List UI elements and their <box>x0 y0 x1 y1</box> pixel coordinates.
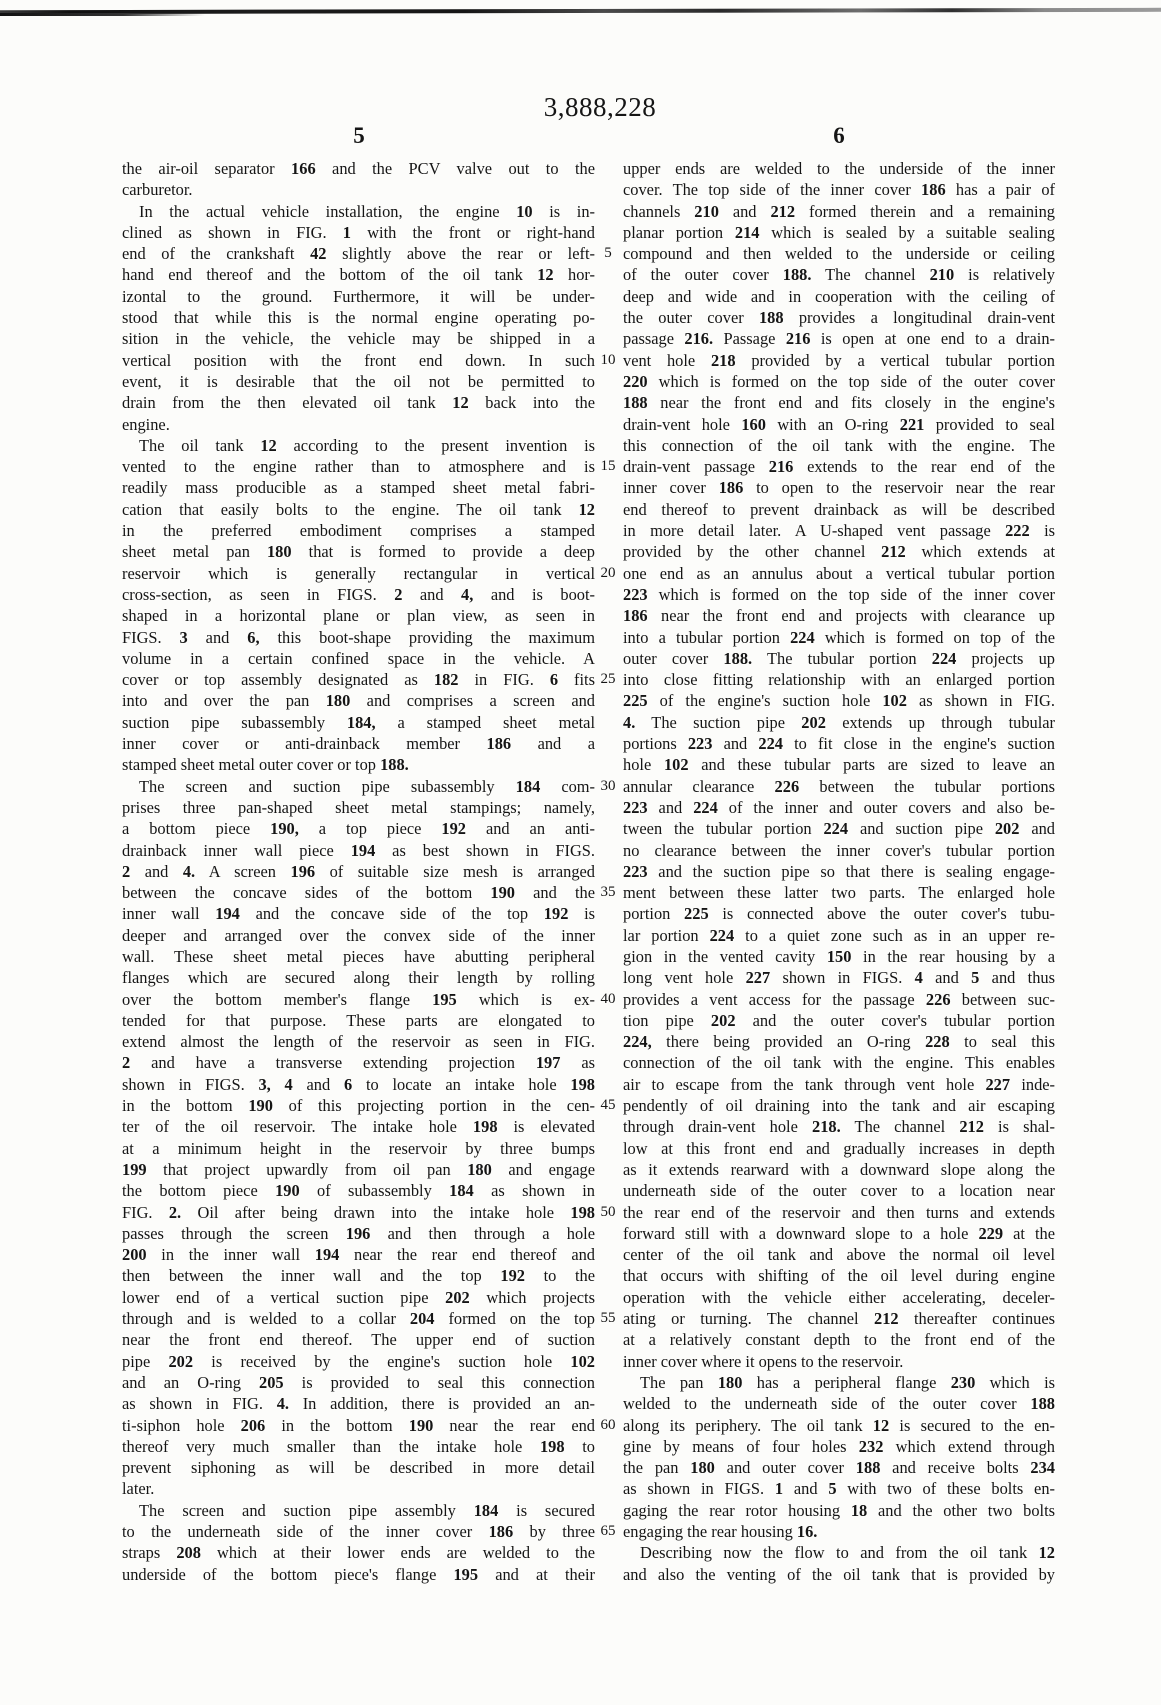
text-line: at a minimum height in the reservoir by three bumps <box>122 1138 595 1158</box>
text-line: 188 near the front end and fits closely in the engine's <box>623 393 1055 413</box>
text-line: extend almost the length of the reservoir as seen in FIG. <box>122 1032 595 1052</box>
text-line: gion in the vented cavity 150 in the rear housing by a <box>623 946 1056 966</box>
column-left-text <box>122 158 595 1585</box>
text-line: then between the inner wall and the top 192 to the <box>122 1266 595 1286</box>
line-number: 15 <box>600 458 616 475</box>
text-line: engine. <box>122 414 170 434</box>
text-line: inner cover where it opens to the reservoir. <box>623 1351 904 1371</box>
text-line: provided by the other channel 212 which extends at <box>623 542 1056 562</box>
text-line: drain-vent passage 216 extends to the rear end of the <box>623 457 1055 477</box>
text-line: into close fitting relationship with an enlarged portion <box>623 670 1055 690</box>
text-line: The pan 180 has a peripheral flange 230 which is <box>640 1372 1056 1392</box>
text-line: passage 216. Passage 216 is open at one end to a drain- <box>623 329 1055 349</box>
text-line: hand end thereof and the bottom of the oil tank 12 hor- <box>122 265 595 285</box>
text-line: into and over the pan 180 and comprises a screen and <box>122 691 595 711</box>
text-line: clined as shown in FIG. 1 with the front or right-hand <box>122 222 595 242</box>
column-number-left: 5 <box>353 123 365 148</box>
text-line: through and is welded to a collar 204 formed on the top <box>122 1309 595 1329</box>
text-line: lar portion 224 to a quiet zone such as in an upper re- <box>623 925 1055 945</box>
text-line: Describing now the flow to and from the oil tank 12 <box>640 1543 1055 1563</box>
line-number: 25 <box>600 671 616 688</box>
text-line: sition in the vehicle, the vehicle may be shipped in a <box>122 329 595 349</box>
text-line: underside of the bottom piece's flange 195 and at their <box>122 1564 595 1584</box>
text-line: reservoir which is generally rectangular in vertical <box>122 563 595 583</box>
text-line: one end as an annulus about a vertical tubular portion <box>623 563 1055 583</box>
text-line: The screen and suction pipe subassembly 184 com- <box>139 776 595 796</box>
text-line: tion pipe 202 and the outer cover's tubular portion <box>623 1010 1055 1030</box>
text-line: and also the venting of the oil tank that is provided by <box>623 1564 1055 1584</box>
text-line: cover. The top side of the inner cover 186 has a pair of <box>623 180 1055 200</box>
text-line: the air-oil separator 166 and the PCV valve out to the <box>122 159 595 178</box>
text-line: izontal to the ground. Furthermore, it will be under- <box>122 286 595 306</box>
text-line: ter of the oil reservoir. The intake hole 198 is elevated <box>122 1117 595 1137</box>
text-line: cover or top assembly designated as 182 in FIG. 6 fits <box>122 670 595 690</box>
text-line: of the outer cover 188. The channel 210 is relatively <box>623 265 1055 285</box>
text-line: the bottom piece 190 of subassembly 184 as shown in <box>122 1181 595 1201</box>
text-line: welded to the underneath side of the outer cover 188 <box>623 1394 1055 1414</box>
text-line: cation that easily bolts to the engine. The oil tank 12 <box>122 499 595 519</box>
text-line: along its periphery. The oil tank 12 is secured to the en- <box>623 1415 1055 1435</box>
text-line: connection of the oil tank with the engine. This enables <box>623 1053 1055 1073</box>
text-line: wall. These sheet metal pieces have abutting peripheral <box>122 946 595 966</box>
text-line: 2 and have a transverse extending projection 197 as <box>122 1053 595 1073</box>
text-line: over the bottom member's flange 195 which is ex- <box>122 989 595 1009</box>
text-line: lower end of a vertical suction pipe 202 which projects <box>122 1287 595 1307</box>
text-line: compound and then welded to the underside or ceiling <box>623 244 1055 264</box>
text-line: deeper and arranged over the convex side of the inner <box>122 925 595 945</box>
text-line: portions 223 and 224 to fit close in the engine's suction <box>623 734 1055 754</box>
line-number: 40 <box>600 990 616 1007</box>
text-line: drain-vent hole 160 with an O-ring 221 provided to seal <box>623 414 1055 434</box>
text-line: vertical position with the front end down. In such <box>122 350 595 370</box>
scan-artifact-line <box>0 7 1161 16</box>
text-line: shaped in a horizontal plane or plan view, as seen in <box>122 606 595 626</box>
line-number: 10 <box>600 351 616 368</box>
text-line: end thereof to prevent drainback as will be described <box>623 499 1055 519</box>
text-line: operation with the vehicle either accelerating, deceler- <box>623 1287 1055 1307</box>
text-line: vent hole 218 provided by a vertical tubular portion <box>623 350 1055 370</box>
line-number: 5 <box>604 245 612 262</box>
text-line: as shown in FIG. 4. In addition, there is provided an an- <box>122 1394 595 1414</box>
line-number: 35 <box>600 884 616 901</box>
text-line: the rear end of the reservoir and then turns and extends <box>623 1202 1055 1222</box>
text-line: 220 which is formed on the top side of the outer cover <box>623 371 1055 391</box>
text-line: in the bottom 190 of this projecting portion in the cen- <box>122 1096 595 1116</box>
scan-artifact-bar-left <box>0 13 205 16</box>
text-line: flanges which are secured along their length by rolling <box>122 968 595 988</box>
text-line: channels 210 and 212 formed therein and a remaining <box>623 201 1055 221</box>
text-line: later. <box>122 1479 155 1499</box>
text-line: upper ends are welded to the underside of the inner <box>623 159 1055 178</box>
text-line: readily mass producible as a stamped sheet metal fabri- <box>122 478 595 498</box>
text-line: 223 and 224 of the inner and outer covers and also be- <box>623 797 1055 817</box>
text-line: inner wall 194 and the concave side of the top 192 is <box>122 904 596 924</box>
text-line: prises three pan-shaped sheet metal stampings; namely, <box>122 797 595 817</box>
text-line: The screen and suction pipe assembly 184 is secured <box>139 1500 595 1520</box>
text-line: this connection of the oil tank with the engine. The <box>623 435 1055 455</box>
text-line: 199 that project upwardly from oil pan 180 and engage <box>122 1159 595 1179</box>
text-line: into a tubular portion 224 which is formed on top of the <box>623 627 1055 647</box>
text-line: forward still with a downward slope to a hole 229 at the <box>623 1223 1055 1243</box>
text-line: volume in a certain confined space in the vehicle. A <box>122 648 595 668</box>
text-line: event, it is desirable that the oil not be permitted to <box>122 371 595 391</box>
text-line: through drain-vent hole 218. The channel 212 is shal- <box>623 1117 1055 1137</box>
text-line: stood that while this is the normal engine operating po- <box>122 308 595 328</box>
line-number: 45 <box>600 1097 616 1114</box>
text-line: 4. The suction pipe 202 extends up through tubular <box>623 712 1055 732</box>
text-line: prevent siphoning as will be described in more detail <box>122 1458 595 1478</box>
text-line: ating or turning. The channel 212 thereafter continues <box>623 1309 1055 1329</box>
text-line: a bottom piece 190, a top piece 192 and an anti- <box>122 819 596 839</box>
text-line: deep and wide and in cooperation with the ceiling of <box>623 286 1055 306</box>
text-line: The oil tank 12 according to the present invention is <box>139 435 595 455</box>
text-line: passes through the screen 196 and then through a hole <box>122 1223 595 1243</box>
text-line: 223 which is formed on the top side of the inner cover <box>623 584 1055 604</box>
text-line: inner cover or anti-drainback member 186 and a <box>122 734 595 754</box>
text-line: ti-siphon hole 206 in the bottom 190 near the rear end <box>122 1415 596 1435</box>
text-line: pipe 202 is received by the engine's suction hole 102 <box>122 1351 595 1371</box>
text-line: straps 208 which at their lower ends are welded to the <box>122 1543 596 1563</box>
text-line: annular clearance 226 between the tubular portions <box>623 776 1055 796</box>
text-line: 224, there being provided an O-ring 228 to seal this <box>623 1032 1055 1052</box>
line-number: 20 <box>600 564 616 581</box>
text-line: vented to the engine rather than to atmosphere and is <box>122 457 595 477</box>
text-line: cross-section, as seen in FIGS. 2 and 4, and is boot- <box>122 584 595 604</box>
text-line: In the actual vehicle installation, the engine 10 is in- <box>139 201 595 221</box>
column-right-text <box>623 158 1055 1585</box>
text-line: tween the tubular portion 224 and suction pipe 202 and <box>623 819 1056 839</box>
text-line: in the preferred embodiment comprises a stamped <box>122 521 595 541</box>
text-line: pendently of oil draining into the tank and air escaping <box>623 1096 1055 1116</box>
text-line: between the concave sides of the bottom 190 and the <box>122 883 596 903</box>
text-line: suction pipe subassembly 184, a stamped sheet metal <box>122 712 595 732</box>
line-number: 65 <box>600 1523 616 1540</box>
text-line: inner cover 186 to open to the reservoir near the rear <box>623 478 1055 498</box>
text-line: and an O-ring 205 is provided to seal this connection <box>122 1372 595 1392</box>
line-number: 30 <box>600 777 616 794</box>
text-line: 223 and the suction pipe so that there is sealing engage- <box>623 861 1055 881</box>
patent-number: 3,888,228 <box>543 92 657 122</box>
text-line: outer cover 188. The tubular portion 224 projects up <box>623 648 1055 668</box>
text-line: as shown in FIGS. 1 and 5 with two of these bolts en- <box>623 1479 1055 1499</box>
text-line: air to escape from the tank through vent hole 227 inde- <box>623 1074 1056 1094</box>
text-line: engaging the rear housing 16. <box>623 1522 818 1541</box>
text-line: in more detail later. A U-shaped vent passage 222 is <box>623 521 1056 541</box>
text-line: FIG. 2. Oil after being drawn into the intake hole 198 <box>122 1202 595 1222</box>
text-line: drainback inner wall piece 194 as best shown in FIGS. <box>122 840 595 860</box>
text-line: thereof very much smaller than the intake hole 198 to <box>122 1436 595 1456</box>
text-line: to the underneath side of the inner cover 186 by three <box>122 1522 596 1541</box>
text-line: at a relatively constant depth to the front end of the <box>623 1330 1055 1350</box>
line-number: 60 <box>600 1416 616 1433</box>
line-number: 55 <box>600 1310 616 1327</box>
text-line: gaging the rear rotor housing 18 and the other two bolts <box>623 1500 1055 1520</box>
text-line: end of the crankshaft 42 slightly above the rear or left- <box>122 244 595 264</box>
text-line: 225 of the engine's suction hole 102 as shown in FIG. <box>623 691 1055 711</box>
text-line: underneath side of the outer cover to a location near <box>623 1181 1055 1201</box>
text-line: as it extends rearward with a downward slope along the <box>623 1159 1055 1179</box>
text-line: provides a vent access for the passage 226 between suc- <box>623 989 1056 1009</box>
text-line: 200 in the inner wall 194 near the rear end thereof and <box>122 1245 595 1265</box>
text-line: shown in FIGS. 3, 4 and 6 to locate an intake hole 198 <box>122 1074 595 1094</box>
text-line: that occurs with shifting of the oil level during engine <box>623 1266 1055 1286</box>
text-line: the outer cover 188 provides a longitudinal drain-vent <box>623 308 1055 328</box>
text-line: low at this front end and gradually increases in depth <box>623 1138 1055 1158</box>
text-line: no clearance between the inner cover's tubular portion <box>623 840 1055 860</box>
text-line: ment between these latter two parts. The enlarged hole <box>623 883 1055 903</box>
text-line: the pan 180 and outer cover 188 and receive bolts 234 <box>623 1458 1055 1478</box>
text-line: drain from the then elevated oil tank 12 back into the <box>122 393 595 413</box>
text-line: 2 and 4. A screen 196 of suitable size mesh is arranged <box>122 861 595 881</box>
text-line: near the front end thereof. The upper end of suction <box>122 1330 595 1350</box>
text-line: gine by means of four holes 232 which extend through <box>623 1436 1055 1456</box>
text-line: stamped sheet metal outer cover or top 188. <box>122 755 409 775</box>
text-line: FIGS. 3 and 6, this boot-shape providing the maximum <box>122 627 595 647</box>
text-line: hole 102 and these tubular parts are sized to leave an <box>623 755 1055 775</box>
text-line: 186 near the front end and projects with clearance up <box>623 606 1055 626</box>
text-line: planar portion 214 which is sealed by a suitable sealing <box>623 222 1055 242</box>
text-line: sheet metal pan 180 that is formed to provide a deep <box>122 542 595 562</box>
text-line: tended for that purpose. These parts are elongated to <box>122 1010 595 1030</box>
text-line: center of the oil tank and above the normal oil level <box>623 1245 1055 1265</box>
line-number: 50 <box>600 1203 616 1220</box>
text-line: portion 225 is connected above the outer cover's tubu- <box>623 904 1056 924</box>
column-number-right: 6 <box>833 123 845 148</box>
text-line: carburetor. <box>122 180 193 200</box>
text-line: long vent hole 227 shown in FIGS. 4 and 5 and thus <box>623 968 1055 988</box>
